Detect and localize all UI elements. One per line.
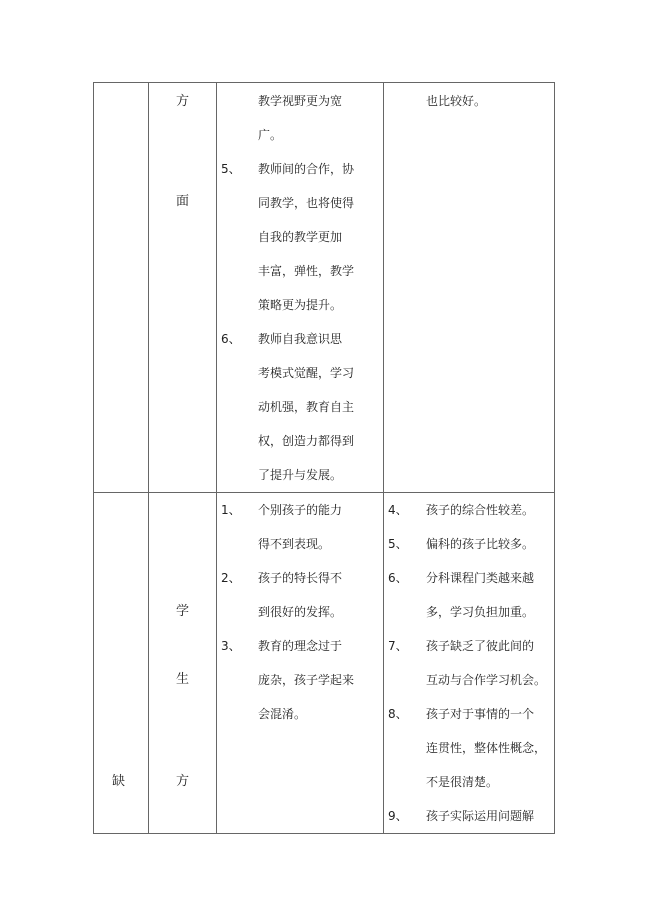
row2-col2-char: 方 [176,774,190,789]
row2-col4-line: 孩子缺乏了彼此间的 [426,639,535,653]
row2-col3-line: 得不到表现。 [258,537,331,551]
row1-col3-line: 同教学，也将使得 [258,196,355,210]
row2-col3-line: 教育的理念过于 [258,639,343,653]
table-border-top [93,82,555,83]
table-border-left [93,82,94,834]
row2-col4-line: 孩子对于事情的一个 [426,707,535,721]
row1-col4-line: 也比较好。 [426,94,487,108]
row2-col3-line: 孩子的特长得不 [258,571,343,585]
row2-col4-number: 7、 [388,639,408,653]
row2-col3-number: 2、 [221,571,241,585]
row2-col4-number: 6、 [388,571,408,585]
row2-col4-line: 偏科的孩子比较多。 [426,537,535,551]
row2-col2-char: 生 [176,672,190,687]
row1-col3-line: 了提升与发展。 [258,468,343,482]
row2-col3-line: 会混淆。 [258,707,307,721]
row2-col3-line: 个别孩子的能力 [258,503,343,517]
row1-col3-line: 教师间的合作，协 [258,162,355,176]
row2-col4-line: 互动与合作学习机会。 [426,673,547,687]
row2-col4-number: 4、 [388,503,408,517]
row1-col3-line: 广。 [258,128,283,142]
row1-col3-line: 动机强，教育自主 [258,400,355,414]
table-divider-2 [216,82,217,834]
row2-col4-line: 多，学习负担加重。 [426,605,535,619]
row1-col3-number: 5、 [221,162,241,176]
row1-col3-line: 教师自我意识思 [258,332,343,346]
row2-col4-line: 孩子的综合性较差。 [426,503,535,517]
table-divider-1 [148,82,149,834]
row1-col3-line: 教学视野更为宽 [258,94,343,108]
row2-col4-line: 孩子实际运用问题解 [426,809,535,823]
row2-col4-number: 5、 [388,537,408,551]
row1-col3-line: 策略更为提升。 [258,298,343,312]
row2-col4-line: 分科课程门类越来越 [426,571,535,585]
row2-col3-line: 到很好的发挥。 [258,605,343,619]
row1-col3-line: 考模式觉醒，学习 [258,366,355,380]
row2-col3-line: 庞杂，孩子学起来 [258,673,355,687]
row2-col4-number: 9、 [388,809,408,823]
row1-col3-line: 权，创造力都得到 [258,434,355,448]
table-divider-3 [383,82,384,834]
table-border-bottom [93,833,555,834]
row1-col3-line: 自我的教学更加 [258,230,343,244]
row2-col4-line: 不是很清楚。 [426,775,499,789]
row2-col4-number: 8、 [388,707,408,721]
row2-col1-char: 缺 [112,774,126,789]
row1-col2-char: 面 [176,194,190,209]
table-border-right [554,82,555,834]
row1-col3-number: 6、 [221,332,241,346]
row2-col4-line: 连贯性，整体性概念， [426,741,547,755]
row2-col2-char: 学 [176,604,190,619]
row1-col3-line: 丰富，弹性，教学 [258,264,355,278]
row2-col3-number: 1、 [221,503,241,517]
row2-col3-number: 3、 [221,639,241,653]
row1-col2-char: 方 [176,94,190,109]
